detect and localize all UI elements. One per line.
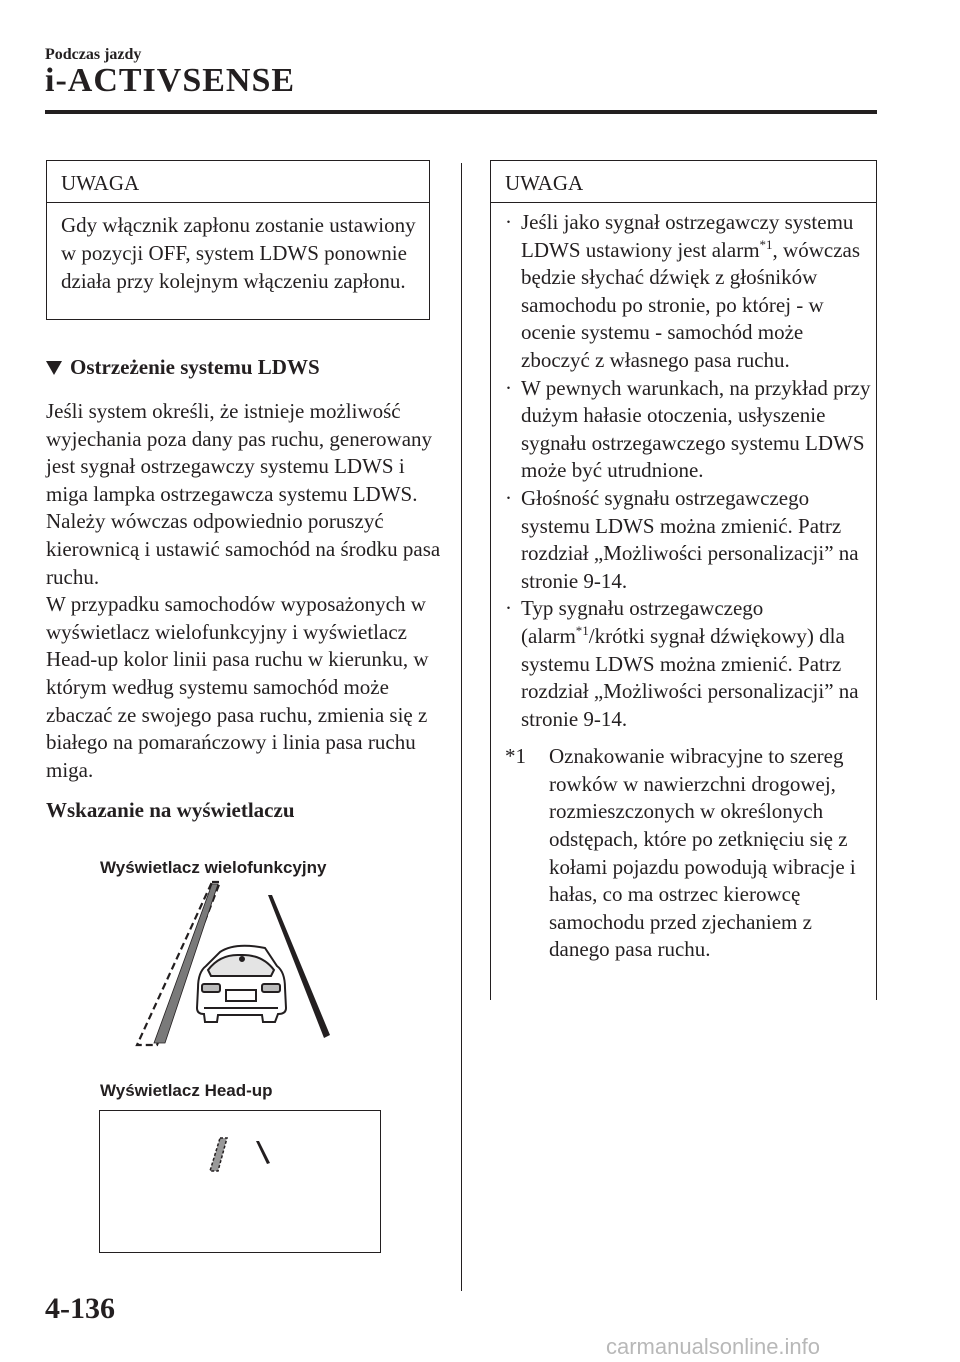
display-indication-heading: Wskazanie na wyświetlaczu — [46, 798, 295, 822]
hud-left-lane-warning — [210, 1138, 227, 1171]
caution-bullet-item — [505, 209, 872, 375]
ldws-paragraph-2: W przypadku samochodów wyposażonych w wyświetlacz wielofunkcyjny i wyświetlacz Head-up kolor linii pasa ruchu w kierunku, w którym według systemu samochód może zbaczać ze swojego pasa ruchu, zmienia się z białego na pomarańczowy i linia pasa ruchu miga. — [46, 592, 429, 782]
mfd-lane-illustration — [120, 880, 360, 1060]
caution-note-text: Gdy włącznik zapłonu zostanie ustawiony w pozycji OFF, system LDWS ponownie działa przy kolejnym włączeniu zapłonu. — [61, 213, 416, 293]
column-divider — [461, 163, 462, 1291]
section-title: i-ACTIVSENSE — [45, 62, 296, 99]
ldws-warning-heading-text: Ostrzeżenie systemu LDWS — [70, 355, 320, 379]
ldws-warning-heading — [46, 355, 320, 380]
car-rear-icon — [197, 946, 286, 1022]
bullet-text: W pewnych warunkach, na przykład przy dużym hałasie otoczenia, usłyszenie sygnału ostrzegawczego systemu LDWS może być utrudnione. — [521, 375, 871, 483]
bullet-text: Jeśli jako sygnał ostrzegawczy systemu LDWS ustawiony jest alarm — [521, 210, 854, 262]
bullet-dot-icon: · — [505, 596, 512, 621]
caution-note-right — [490, 160, 877, 1000]
caution-note-title: UWAGA — [47, 161, 429, 203]
bullet-text: Typ sygnału ostrzegawczego (alarm — [521, 596, 764, 648]
caution-bullet-list — [491, 203, 876, 733]
bullet-dot-icon: · — [505, 485, 512, 510]
bullet-dot-icon: · — [505, 375, 512, 400]
hud-caption: Wyświetlacz Head-up — [100, 1081, 273, 1100]
caution-bullet-item — [505, 485, 872, 595]
ldws-paragraph-1: Jeśli system określi, że istnieje możliwość wyjechania poza dany pas ruchu, generowany jest sygnał ostrzegawczy systemu LDWS i miga lampka ostrzegawcza systemu LDWS. Należy wówczas odpowiednio poruszyć kierownicą i ustawić samochód na środku pasa ruchu. — [46, 399, 441, 589]
ldws-warning-body — [46, 398, 446, 784]
footnote-ref: *1 — [759, 236, 773, 252]
mfd-caption: Wyświetlacz wielofunkcyjny — [100, 858, 327, 877]
footnote — [491, 733, 876, 964]
header-rule — [45, 110, 877, 114]
footnote-mark: *1 — [505, 744, 526, 769]
caution-bullet-item — [505, 595, 872, 733]
caution-note-left — [46, 160, 430, 320]
watermark: carmanualsonline.info — [606, 1334, 821, 1359]
triangle-bullet-icon — [46, 361, 62, 375]
caution-bullet-item — [505, 375, 872, 485]
bullet-text-cont: , wówczas będzie słychać dźwięk z głośników samochodu po stronie, po której - w ocenie systemu - samochód może zboczyć z własnego pasa ruchu. — [521, 237, 861, 372]
caution-note-right-title: UWAGA — [491, 161, 876, 203]
hud-lane-illustration — [190, 1133, 310, 1183]
footnote-ref: *1 — [575, 622, 589, 638]
section-label: Podczas jazdy — [45, 46, 142, 63]
footnote-text: Oznakowanie wibracyjne to szereg rowków w nawierzchni drogowej, rozmieszczonych w określonych odstępach, które po zetknięciu się z kołami pojazdu powodują wibracje i hałas, co ma ostrzec kierowcę samochodu przed zjechaniem z danego pasa ruchu. — [549, 744, 856, 962]
hud-right-lane-line — [256, 1141, 270, 1164]
bullet-dot-icon: · — [505, 210, 512, 234]
bullet-text-cont: /krótki sygnał dźwiękowy) dla systemu LDWS można zmienić. Patrz rozdział „Możliwości personalizacji” na stronie 9-14. — [521, 623, 859, 731]
bullet-text: Głośność sygnału ostrzegawczego systemu LDWS można zmienić. Patrz rozdział „Możliwości personalizacji” na stronie 9-14. — [521, 485, 859, 593]
page-number: 4-136 — [45, 1292, 115, 1325]
